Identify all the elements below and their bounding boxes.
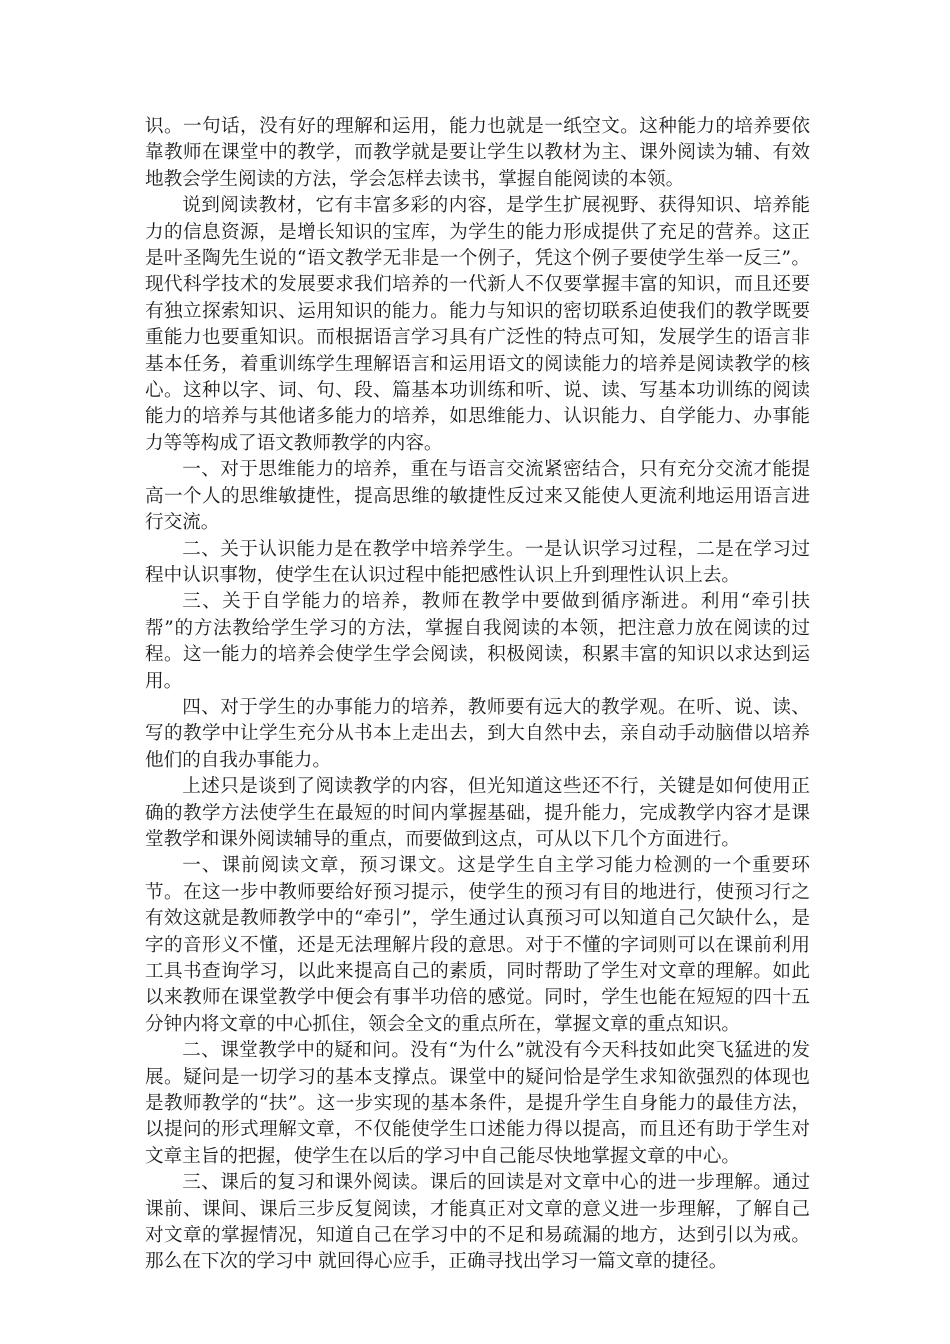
paragraph-pre-class-reading: 一、课前阅读文章，预习课文。这是学生自主学习能力检测的一个重要环节。在这一步中教师要给好预习提示，使学生的预习有目的地进行，使预习行之有效这就是教师教学中的“牵引”，学生通过认真预习可以知道自己欠缺什么，是字的音形义不懂，还是无法理解片段的意思。对于不懂的字词则可以在课前利用工具书查询学习，以此来提高自己的素质，同时帮助了学生对文章的理解。如此以来教师在课堂教学中便会有事半功倍的感觉。同时，学生也能在短短的四十五分钟内将文章的中心抓住，领会全文的重点所在，掌握文章的重点知识。: [145, 855, 810, 1035]
paragraph-continued: 识。一句话，没有好的理解和运用，能力也就是一纸空文。这种能力的培养要依靠教师在课堂中的教学，而教学就是要让学生以教材为主、课外阅读为辅、有效地教会学生阅读的方法，学会怎样去读书，掌握自能阅读的本领。: [145, 116, 810, 190]
paragraph-classroom-questions: 二、课堂教学中的疑和问。没有“为什么”就没有今天科技如此突飞猛进的发展。疑问是一切学习的基本支撑点。课堂中的疑问恰是学生求知欲强烈的体现也是教师教学的“扶”。这一步实现的基本条件，是提升学生自身能力的最佳方法，以提问的形式理解文章，不仅能使学生口述能力得以提高，而且还有助于学生对文章主旨的把握，使学生在以后的学习中自己能尽快地掌握文章的中心。: [145, 1040, 810, 1167]
paragraph-teaching-methods: 上述只是谈到了阅读教学的内容，但光知道这些还不行，关键是如何使用正确的教学方法使学生在最短的时间内掌握基础，提升能力，完成教学内容才是课堂教学和课外阅读辅导的重点，而要做到这点，可从以下几个方面进行。: [145, 776, 810, 850]
paragraph-practical-ability: 四、对于学生的办事能力的培养，教师要有远大的教学观。在听、说、读、写的教学中让学生充分从书本上走出去，到大自然中去，亲自动手动脑借以培养他们的自我办事能力。: [145, 696, 810, 771]
paragraph-reading-materials: 说到阅读教材，它有丰富多彩的内容，是学生扩展视野、获得知识、培养能力的信息资源，是增长知识的宝库，为学生的能力形成提供了充足的营养。这正是叶圣陶先生说的“语文教学无非是一个例子，凭这个例子要使学生举一反三”。现代科学技术的发展要求我们培养的一代新人不仅要掌握丰富的知识，而且还要有独立探索知识、运用知识的能力。能力与知识的密切联系迫使我们的教学既要重能力也要重知识。而根据语言学习具有广泛性的特点可知，发展学生的语言非基本任务，着重训练学生理解语言和运用语文的阅读能力的培养是阅读教学的核心。这种以字、词、句、段、篇基本功训练和听、说、读、写基本功训练的阅读能力的培养与其他诸多能力的培养，如思维能力、认识能力、自学能力、办事能力等等构成了语文教师教学的内容。: [145, 195, 810, 454]
document-body: [145, 114, 810, 1276]
paragraph-cognitive-ability: 二、关于认识能力是在教学中培养学生。一是认识学习过程，二是在学习过程中认识事物，使学生在认识过程中能把感性认识上升到理性认识上去。: [145, 538, 810, 586]
paragraph-after-class-review: 三、课后的复习和课外阅读。课后的回读是对文章中心的进一步理解。通过课前、课间、课后三步反复阅读，才能真正对文章的意义进一步理解，了解自己对文章的掌握情况，知道自己在学习中的不足和易疏漏的地方，达到引以为戒。那么在下次的学习中 就回得心应手，正确寻找出学习一篇文章的捷径。: [145, 1172, 810, 1273]
paragraph-self-study-ability: 三、关于自学能力的培养，教师在教学中要做到循序渐进。利用“牵引扶帮”的方法教给学生学习的方法，掌握自我阅读的本领，把注意力放在阅读的过程。这一能力的培养会使学生学会阅读，积极阅读，积累丰富的知识以求达到运用。: [145, 591, 810, 692]
paragraph-thinking-ability: 一、对于思维能力的培养，重在与语言交流紧密结合，只有充分交流才能提高一个人的思维敏捷性，提高思维的敏捷性反过来又能使人更流利地运用语言进行交流。: [145, 459, 810, 534]
